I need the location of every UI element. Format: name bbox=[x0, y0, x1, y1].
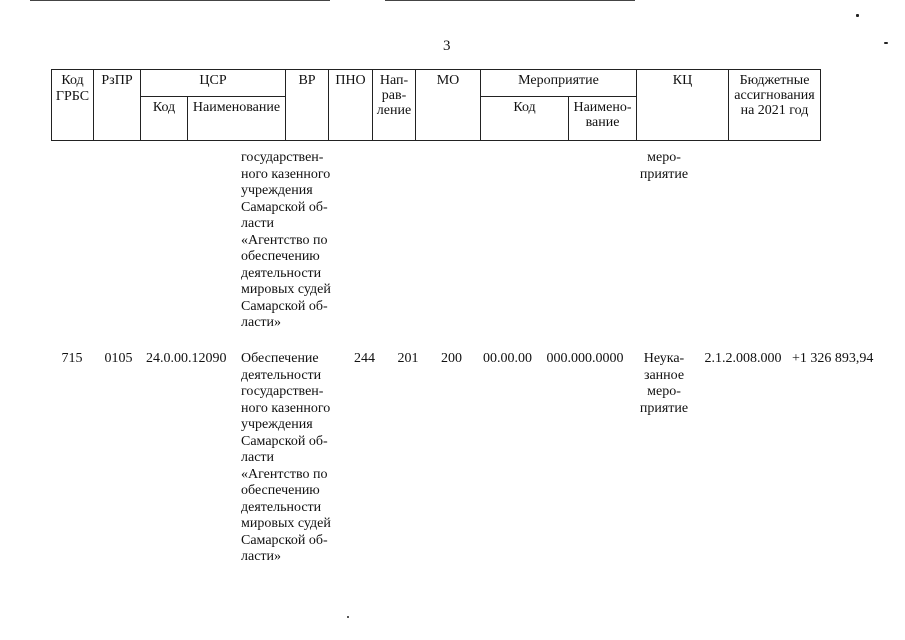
col-budget: Бюджетные ассигнования на 2021 год bbox=[729, 70, 821, 141]
cell-csr-name: Обеспечение деятельности государствен- ного казенного учреждения Самарской об- ласти «Агентство по обеспечению деятельности мировых судей Самарской об- ласти» bbox=[241, 351, 331, 564]
cell-mer-kod: 000.000.0000 bbox=[546, 351, 624, 366]
col-csr-name: Наименование bbox=[188, 97, 286, 141]
col-rzpr: РзПР bbox=[94, 70, 141, 141]
scan-speck bbox=[347, 616, 349, 618]
col-meropriyatie: Мероприятие bbox=[481, 70, 637, 97]
cell-csr-kod: 24.0.00.12090 bbox=[146, 351, 227, 366]
cell-name-continued: государствен- ного казенного учреждения Самарской об- ласти «Агентство по обеспечению деятельности мировых судей Самарской об- ласти» bbox=[241, 150, 331, 330]
budget-table-header bbox=[51, 69, 821, 141]
col-kod-grbs: Код ГРБС bbox=[52, 70, 94, 141]
cell-napravlenie: 200 bbox=[441, 351, 462, 366]
page-number: 3 bbox=[443, 38, 451, 54]
cell-mer-name-continued: меро- приятие bbox=[639, 150, 689, 182]
cell-kc: 2.1.2.008.000 bbox=[704, 351, 782, 366]
col-vr: ВР bbox=[286, 70, 329, 141]
col-mer-kod: Код bbox=[481, 97, 569, 141]
cell-rzpr: 0105 bbox=[104, 351, 133, 366]
cell-mo: 00.00.00 bbox=[483, 351, 532, 366]
cell-pno: 201 bbox=[397, 351, 419, 366]
cell-budget-amount: +1 326 893,94 bbox=[792, 351, 874, 366]
cell-mer-name: Неука- занное меро- приятие bbox=[639, 351, 689, 416]
scan-edge-line bbox=[385, 0, 635, 1]
col-mo: МО bbox=[416, 70, 481, 141]
col-csr-kod: Код bbox=[141, 97, 188, 141]
col-kc: КЦ bbox=[637, 70, 729, 141]
scan-speck bbox=[856, 14, 859, 17]
col-napravlenie: Нап- рав- ление bbox=[373, 70, 416, 141]
col-mer-name: Наимено- вание bbox=[569, 97, 637, 141]
col-csr: ЦСР bbox=[141, 70, 286, 97]
cell-kod-grbs: 715 bbox=[61, 351, 83, 366]
col-pno: ПНО bbox=[329, 70, 373, 141]
cell-vr: 244 bbox=[354, 351, 375, 366]
scan-edge-line bbox=[30, 0, 330, 1]
scan-speck bbox=[884, 42, 888, 44]
